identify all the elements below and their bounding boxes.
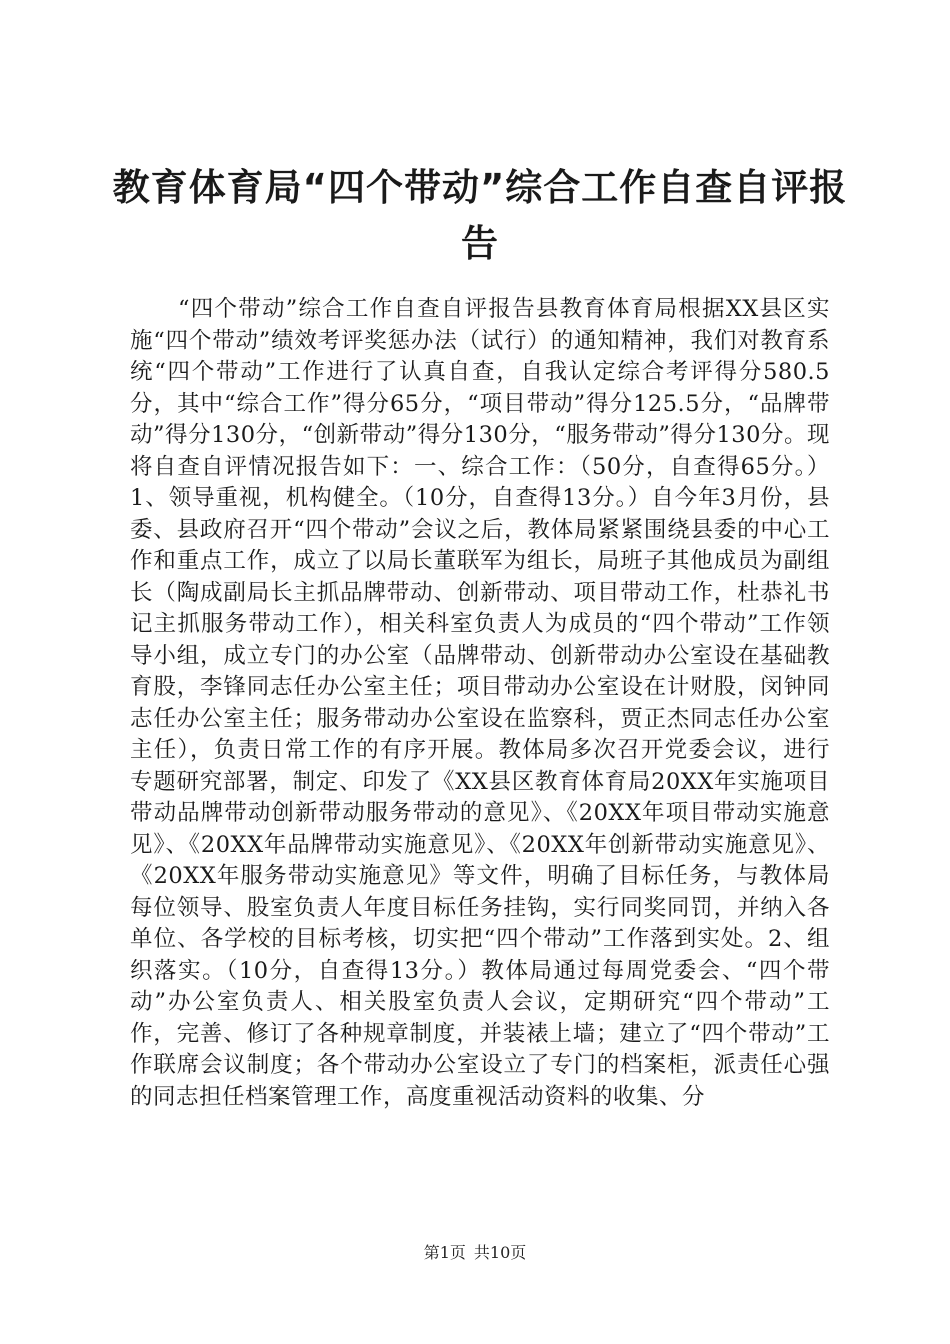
page-total: 共10页 bbox=[473, 1243, 527, 1262]
document-title: 教育体育局“四个带动”综合工作自查自评报告 bbox=[112, 166, 848, 265]
page-number: 第1页 bbox=[423, 1243, 466, 1262]
page-footer bbox=[0, 1242, 950, 1264]
body-paragraph: “四个带动”综合工作自查自评报告县教育体育局根据XX县区实施“四个带动”绩效考评奖惩办法（试行）的通知精神，我们对教育系统“四个带动”工作进行了认真自查，自我认定综合考评得分580.5分，其中“综合工作”得分65分，“项目带动”得分125.5分，“品牌带动”得分130分，“创新带动”得分130分，“服务带动”得分130分。现将自查自评情况报告如下：一、综合工作：（50分，自查得65分。）1、领导重视，机构健全。（10分，自查得13分。）自今年3月份，县委、县政府召开“四个带动”会议之后，教体局紧紧围绕县委的中心工作和重点工作，成立了以局长董联军为组长，局班子其他成员为副组长（陶成副局长主抓品牌带动、创新带动、项目带动工作，杜恭礼书记主抓服务带动工作），相关科室负责人为成员的“四个带动”工作领导小组，成立专门的办公室（品牌带动、创新带动办公室设在基础教育股，李锋同志任办公室主任；项目带动办公室设在计财股，闵钟同志任办公室主任；服务带动办公室设在监察科，贾正杰同志任办公室主任），负责日常工作的有序开展。教体局多次召开党委会议，进行专题研究部署，制定、印发了《XX县区教育体育局20XX年实施项目带动品牌带动创新带动服务带动的意见》、《20XX年项目带动实施意见》、《20XX年品牌带动实施意见》、《20XX年创新带动实施意见》、《20XX年服务带动实施意见》等文件，明确了目标任务，与教体局每位领导、股室负责人年度目标任务挂钩，实行同奖同罚，并纳入各单位、各学校的目标考核，切实把“四个带动”工作落到实处。2、组织落实。（10分，自查得13分。）教体局通过每周党委会、“四个带动”办公室负责人、相关股室负责人会议，定期研究“四个带动”工作，完善、修订了各种规章制度，并装裱上墙；建立了“四个带动”工作联席会议制度；各个带动办公室设立了专门的档案柜，派责任心强的同志担任档案管理工作，高度重视活动资料的收集、分 bbox=[130, 296, 830, 1110]
document-body bbox=[130, 294, 830, 1113]
